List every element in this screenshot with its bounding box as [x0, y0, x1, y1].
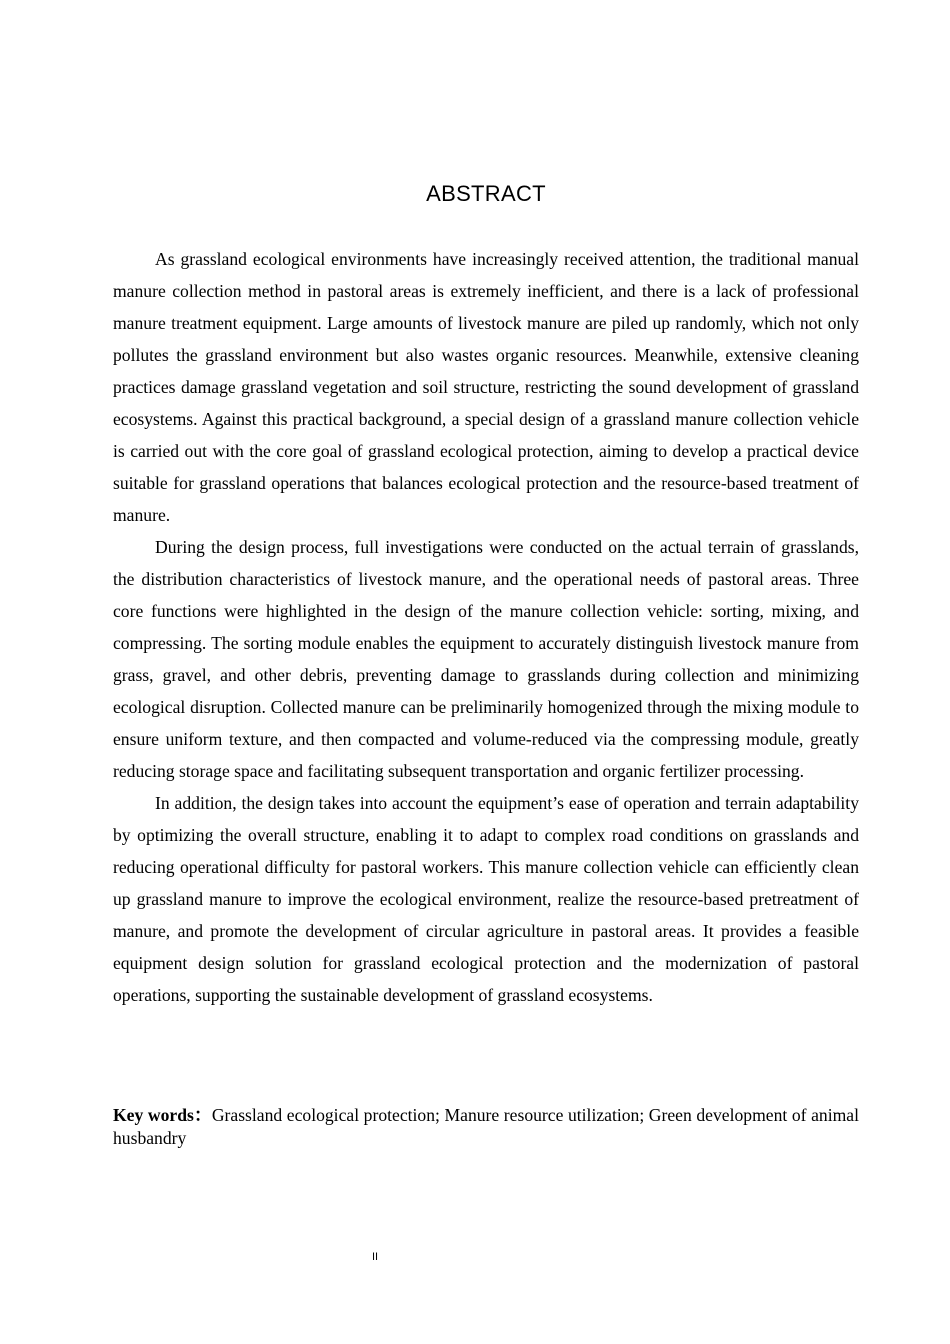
keywords-label: Key words： [113, 1105, 212, 1125]
abstract-paragraph-1: As grassland ecological environments have increasingly received attention, the traditional manual manure collection method in pastoral areas is extremely inefficient, and there is a lack of professional manure treatment equipment. Large amounts of livestock manure are piled up randomly, which not only pollutes the grassland environment but also wastes organic resources. Meanwhile, extensive cleaning practices damage grassland vegetation and soil structure, restricting the sound development of grassland ecosystems. Against this practical background, a special design of a grassland manure collection vehicle is carried out with the core goal of grassland ecological protection, aiming to develop a practical device suitable for grassland operations that balances ecological protection and the resource-based treatment of manure. [113, 249, 859, 525]
abstract-title: ABSTRACT [426, 181, 546, 206]
abstract-paragraph-2: During the design process, full investigations were conducted on the actual terrain of grasslands, the distribution characteristics of livestock manure, and the operational needs of pastoral areas. Three core functions were highlighted in the design of the manure collection vehicle: sorting, mixing, and compressing. The sorting module enables the equipment to accurately distinguish livestock manure from grass, gravel, and other debris, preventing damage to grasslands during collection and minimizing ecological disruption. Collected manure can be preliminarily homogenized through the mixing module to ensure uniform texture, and then compacted and volume-reduced via the compressing module, greatly reducing storage space and facilitating subsequent transportation and organic fertilizer processing. [113, 537, 859, 781]
abstract-body [113, 243, 859, 1011]
keywords-text: Grassland ecological protection; Manure resource utilization; Green development of animal husbandry [113, 1105, 859, 1148]
abstract-paragraph-3: In addition, the design takes into account the equipment’s ease of operation and terrain adaptability by optimizing the overall structure, enabling it to adapt to complex road conditions on grasslands and reducing operational difficulty for pastoral workers. This manure collection vehicle can efficiently clean up grassland manure to improve the ecological environment, realize the resource-based pretreatment of manure, and promote the development of circular agriculture in pastoral areas. It provides a feasible equipment design solution for grassland ecological protection and the modernization of pastoral operations, supporting the sustainable development of grassland ecosystems. [113, 793, 859, 1005]
page-number: II [371, 1251, 379, 1263]
keywords-line [113, 1104, 859, 1150]
